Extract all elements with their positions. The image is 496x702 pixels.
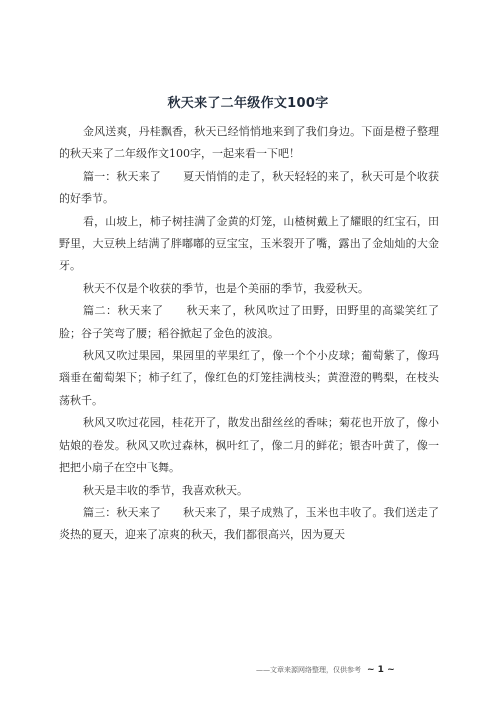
page-number: ~ 1 ~ — [367, 665, 395, 675]
paragraph-essay-1-body: 看，山坡上，柿子树挂满了金黄的灯笼，山楂树戴上了耀眼的红宝石，田野里，大豆秧上结满了胖嘟嘟的豆宝宝，玉米裂开了嘴，露出了金灿灿的大金牙。 — [59, 214, 439, 273]
paragraph-essay-1-end: 秋天不仅是个收获的季节，也是个美丽的季节，我爱秋天。 — [83, 281, 369, 295]
paragraph-essay-2-garden: 秋风又吹过花园，桂花开了，散发出甜丝丝的香味；菊花也开放了，像小姑娘的卷发。秋风又吹过森林，枫叶红了，像二月的鲜花；银杏叶黄了，像一把把小扇子在空中飞舞。 — [59, 416, 439, 475]
page-footer — [256, 665, 395, 675]
document-title: 秋天来了二年级作文100字 — [167, 96, 329, 111]
paragraph-intro: 金风送爽，丹桂飘香，秋天已经悄悄地来到了我们身边。下面是橙子整理的秋天来了二年级作文100字，一起来看一下吧！ — [59, 125, 439, 161]
footer-source-note: ——文章来源网络整理，仅供参考 — [256, 666, 361, 674]
paragraph-essay-2-orchard: 秋风又吹过果园，果园里的苹果红了，像一个个小皮球；葡萄紫了，像玛瑙垂在葡萄架下；柿子红了，像红色的灯笼挂满枝头；黄澄澄的鸭梨，在枝头荡秋千。 — [59, 349, 439, 407]
paragraph-essay-1-start: 篇一：秋天来了 夏天悄悄的走了，秋天轻轻的来了，秋天可是个收获的好季节。 — [59, 169, 439, 206]
document-body — [59, 121, 439, 547]
paragraph-essay-3-start: 篇三：秋天来了 秋天来了，果子成熟了，玉米也丰收了。我们送走了炎热的夏天，迎来了凉爽的秋天，我们都很高兴，因为夏天 — [59, 505, 439, 542]
paragraph-essay-2-end: 秋天是丰收的季节，我喜欢秋天。 — [83, 483, 248, 497]
paragraph-essay-2-start: 篇二：秋天来了 秋天来了，秋风吹过了田野，田野里的高粱笑红了脸；谷子笑弯了腰；稻谷掀起了金色的波浪。 — [59, 304, 439, 340]
